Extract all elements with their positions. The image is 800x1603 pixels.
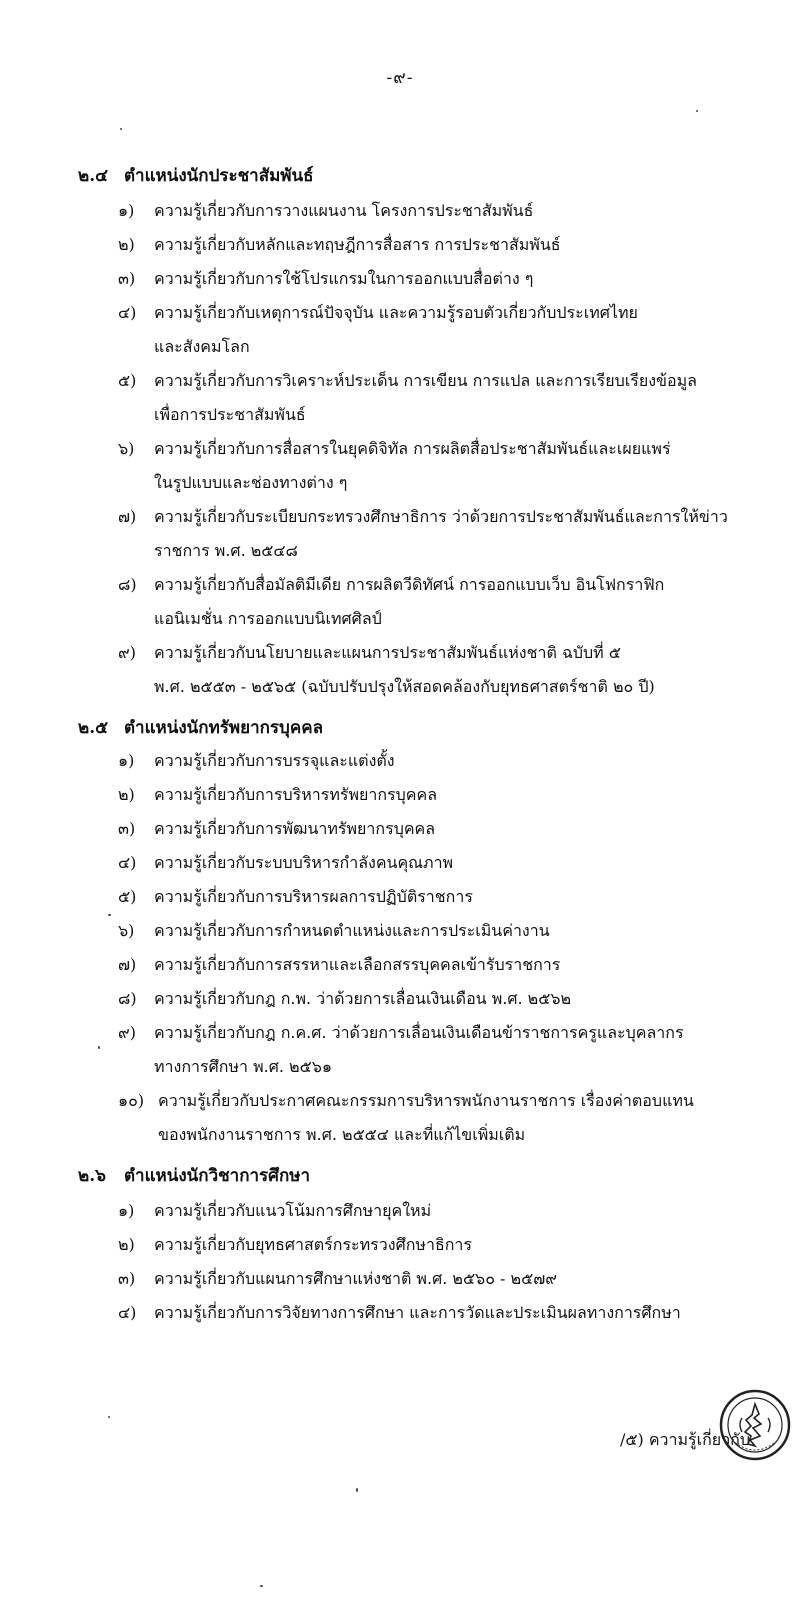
section-heading (78, 712, 323, 744)
item-text-continued: พ.ศ. ๒๕๕๓ - ๒๕๖๕ (ฉบับปรับปรุงให้สอดคล้องกับยุทธศาสตร์ชาติ ๒๐ ปี) (154, 677, 655, 696)
item-number: ๖) (118, 439, 135, 458)
item-number: ๑) (118, 201, 135, 220)
item-text-continued: และสังคมโลก (154, 337, 250, 356)
scan-speck (696, 110, 698, 112)
item-text: ความรู้เกี่ยวกับยุทธศาสตร์กระทรวงศึกษาธิการ (154, 1235, 472, 1254)
page-number: -๙- (386, 68, 414, 88)
item-number: ๒) (118, 235, 135, 254)
item-text: ความรู้เกี่ยวกับการบรรจุและแต่งตั้ง (154, 751, 395, 770)
scan-speck (356, 1488, 358, 1492)
item-text: ความรู้เกี่ยวกับการสรรหาและเลือกสรรบุคคลเข้ารับราชการ (154, 955, 561, 974)
item-number: ๗) (118, 955, 137, 974)
item-text-continued: ของพนักงานราชการ พ.ศ. ๒๕๕๔ และที่แก้ไขเพิ่มเติม (158, 1125, 526, 1144)
scan-speck (98, 1046, 100, 1049)
section-number: ๒.๖ (78, 1166, 106, 1186)
item-text: ความรู้เกี่ยวกับนโยบายและแผนการประชาสัมพันธ์แห่งชาติ ฉบับที่ ๕ (154, 643, 621, 662)
item-number: ๑๐) (118, 1091, 145, 1110)
item-number: ๒) (118, 1235, 135, 1254)
scan-speck (260, 1585, 263, 1587)
item-text: ความรู้เกี่ยวกับการวิจัยทางการศึกษา และการวัดและประเมินผลทางการศึกษา (154, 1303, 681, 1322)
item-text: ความรู้เกี่ยวกับเหตุการณ์ปัจจุบัน และความรู้รอบตัวเกี่ยวกับประเทศไทย (154, 303, 638, 322)
item-number: ๓) (118, 269, 136, 288)
item-text-continued: ในรูปแบบและช่องทางต่าง ๆ (154, 473, 348, 492)
section-number: ๒.๔ (78, 166, 108, 186)
item-text: ความรู้เกี่ยวกับหลักและทฤษฎีการสื่อสาร การประชาสัมพันธ์ (154, 235, 561, 254)
item-text: ความรู้เกี่ยวกับการกำหนดตำแหน่งและการประเมินค่างาน (154, 921, 550, 940)
item-text: ความรู้เกี่ยวกับการวางแผนงาน โครงการประชาสัมพันธ์ (154, 201, 534, 220)
section-number: ๒.๕ (78, 718, 108, 738)
item-number: ๕) (118, 371, 137, 390)
item-text-continued: เพื่อการประชาสัมพันธ์ (154, 405, 306, 424)
item-number: ๑) (118, 1201, 135, 1220)
section-heading (78, 1160, 310, 1192)
item-text-continued: ทางการศึกษา พ.ศ. ๒๕๖๑ (154, 1057, 332, 1076)
section-title: ตำแหน่งนักทรัพยากรบุคคล (124, 718, 324, 738)
item-number: ๑) (118, 751, 135, 770)
item-number: ๘) (118, 989, 137, 1008)
item-number: ๔) (118, 853, 137, 872)
item-number: ๒) (118, 785, 135, 804)
item-number: ๕) (118, 887, 137, 906)
item-number: ๔) (118, 303, 137, 322)
item-text: ความรู้เกี่ยวกับแนวโน้มการศึกษายุคใหม่ (154, 1201, 432, 1220)
item-text: ความรู้เกี่ยวกับการบริหารผลการปฏิบัติราชการ (154, 887, 473, 906)
item-text: ความรู้เกี่ยวกับกฎ ก.ค.ศ. ว่าด้วยการเลื่อนเงินเดือนข้าราชการครูและบุคลากร (154, 1023, 684, 1042)
section-heading (78, 160, 314, 192)
continuation-reference: /๕) ความรู้เกี่ยวกับ (620, 1430, 750, 1449)
item-text-continued: ราชการ พ.ศ. ๒๕๔๘ (154, 541, 298, 560)
item-text: ความรู้เกี่ยวกับการวิเคราะห์ประเด็น การเขียน การแปล และการเรียบเรียงข้อมูล (154, 371, 697, 390)
item-text: ความรู้เกี่ยวกับระเบียบกระทรวงศึกษาธิการ ว่าด้วยการประชาสัมพันธ์และการให้ข่าว (154, 507, 728, 526)
official-seal-icon (718, 1388, 792, 1462)
item-text: ความรู้เกี่ยวกับการพัฒนาทรัพยากรบุคคล (154, 819, 436, 838)
item-text: ความรู้เกี่ยวกับระบบบริหารกำลังคนคุณภาพ (154, 853, 454, 872)
item-text: ความรู้เกี่ยวกับการบริหารทรัพยากรบุคคล (154, 785, 438, 804)
item-text: ความรู้เกี่ยวกับประกาศคณะกรรมการบริหารพนักงานราชการ เรื่องค่าตอบแทน (158, 1091, 694, 1110)
item-text: ความรู้เกี่ยวกับการสื่อสารในยุคดิจิทัล การผลิตสื่อประชาสัมพันธ์และเผยแพร่ (154, 439, 671, 458)
item-text: ความรู้เกี่ยวกับสื่อมัลติมีเดีย การผลิตวีดิทัศน์ การออกแบบเว็บ อินโฟกราฟิก (154, 575, 665, 594)
item-number: ๙) (118, 643, 136, 662)
item-number: ๙) (118, 1023, 136, 1042)
item-text-continued: แอนิเมชั่น การออกแบบนิเทศศิลป์ (154, 609, 382, 628)
item-number: ๓) (118, 1269, 136, 1288)
scan-speck (120, 128, 122, 130)
scan-speck (108, 1416, 110, 1418)
item-text: ความรู้เกี่ยวกับการใช้โปรแกรมในการออกแบบสื่อต่าง ๆ (154, 269, 534, 288)
item-number: ๓) (118, 819, 136, 838)
item-number: ๗) (118, 507, 137, 526)
item-text: ความรู้เกี่ยวกับแผนการศึกษาแห่งชาติ พ.ศ. ๒๕๖๐ - ๒๕๗๙ (154, 1269, 557, 1288)
item-number: ๘) (118, 575, 137, 594)
item-number: ๖) (118, 921, 135, 940)
item-number: ๔) (118, 1303, 137, 1322)
scan-speck (108, 914, 111, 916)
section-title: ตำแหน่งนักวิชาการศึกษา (124, 1166, 311, 1186)
section-title: ตำแหน่งนักประชาสัมพันธ์ (124, 166, 314, 186)
item-text: ความรู้เกี่ยวกับกฎ ก.พ. ว่าด้วยการเลื่อนเงินเดือน พ.ศ. ๒๕๖๒ (154, 989, 572, 1008)
